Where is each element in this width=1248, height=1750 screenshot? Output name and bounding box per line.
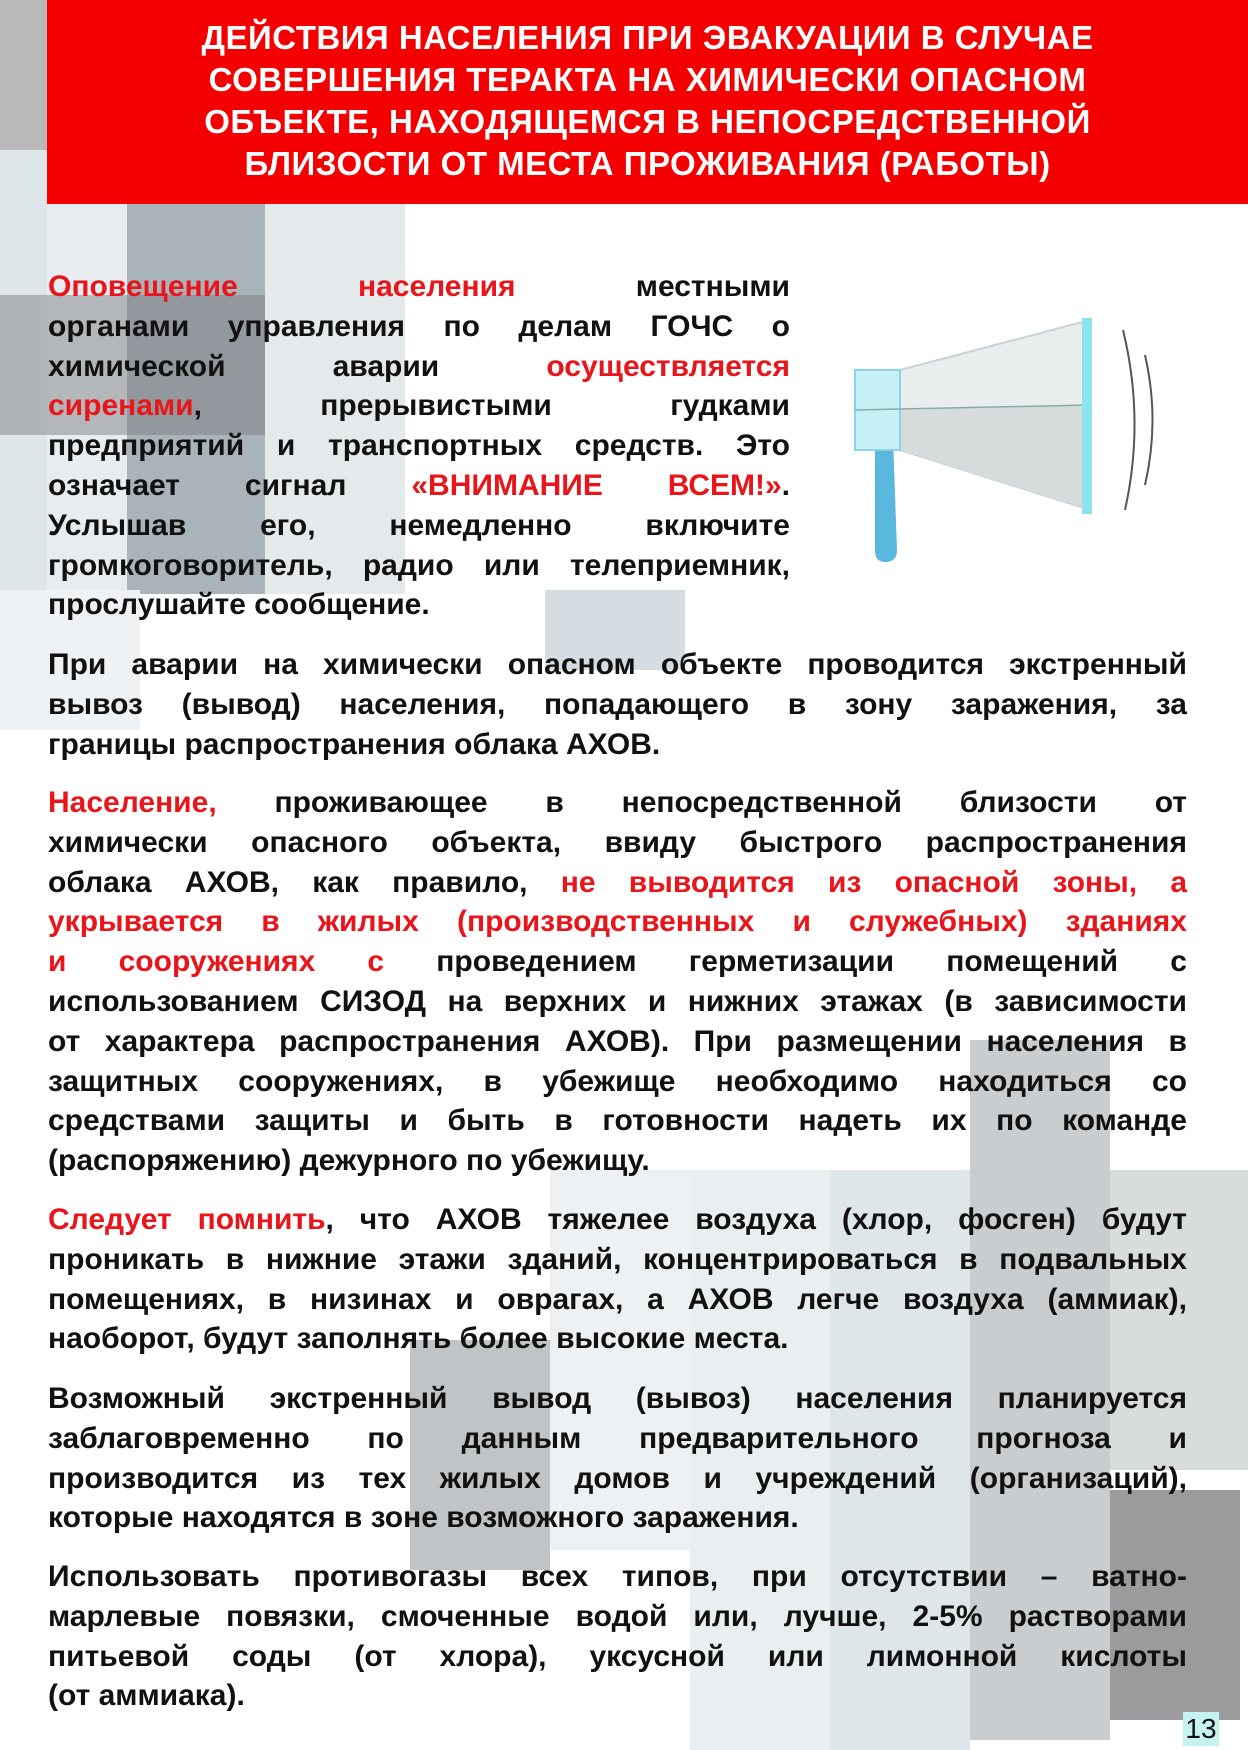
body-text: проникать в нижние этажи зданий, концентрироваться в подвальных bbox=[48, 1242, 1187, 1276]
background-tile bbox=[0, 0, 47, 150]
text-line bbox=[48, 1498, 1187, 1538]
text-line bbox=[48, 1101, 1187, 1141]
highlighted-text: «ВНИМАНИЕ ВСЕМ!» bbox=[411, 468, 782, 502]
body-text: Использовать противогазы всех типов, при отсутствии – ватно- bbox=[48, 1560, 1187, 1593]
text-line bbox=[48, 307, 790, 347]
highlighted-text: и сооружениях с bbox=[48, 945, 385, 979]
body-text: . bbox=[781, 468, 791, 502]
body-text: (от аммиака). bbox=[48, 1679, 245, 1713]
text-line bbox=[48, 1459, 1187, 1499]
body-text: заблаговременно по данным предварительного прогноза и bbox=[48, 1421, 1187, 1455]
body-text: При аварии на химически опасном объекте проводится экстренный bbox=[48, 648, 1187, 681]
title-banner bbox=[47, 0, 1248, 204]
title-line: ОБЪЕКТЕ, НАХОДЯЩЕМСЯ В НЕПОСРЕДСТВЕННОЙ bbox=[204, 103, 1091, 140]
title-line: БЛИЗОСТИ ОТ МЕСТА ПРОЖИВАНИЯ (РАБОТЫ) bbox=[244, 145, 1051, 182]
highlighted-text: сиренами bbox=[48, 389, 194, 423]
body-text: означает сигнал bbox=[48, 468, 412, 502]
text-line bbox=[48, 863, 1187, 903]
body-text: Возможный экстренный вывод (вывоз) населения планируется bbox=[48, 1382, 1187, 1415]
page-number: 13 bbox=[1183, 1712, 1219, 1746]
body-text: местными bbox=[515, 270, 790, 303]
text-line bbox=[48, 426, 790, 466]
paragraph-planned-evacuation bbox=[48, 1379, 1187, 1538]
body-text: производится из тех жилых домов и учреждений (организаций), bbox=[48, 1461, 1187, 1495]
text-line bbox=[48, 267, 790, 307]
paragraph-remember bbox=[48, 1200, 1187, 1359]
highlighted-text: Население, bbox=[48, 786, 217, 819]
paragraph-evacuation bbox=[48, 645, 1187, 764]
text-line bbox=[48, 1557, 1187, 1597]
body-text: границы распространения облака АХОВ. bbox=[48, 727, 661, 761]
text-line bbox=[48, 1319, 1187, 1359]
body-text: использованием СИЗОД на верхних и нижних этажах (в зависимости bbox=[48, 984, 1187, 1018]
text-line bbox=[48, 1062, 1187, 1102]
text-line bbox=[48, 1597, 1187, 1637]
text-line bbox=[48, 386, 790, 426]
text-line bbox=[48, 1676, 1187, 1716]
highlighted-text: укрывается в жилых (производственных и служебных) зданиях bbox=[48, 905, 1187, 939]
text-line bbox=[48, 823, 1187, 863]
body-text: , что АХОВ тяжелее воздуха (хлор, фосген) будут bbox=[325, 1203, 1187, 1236]
body-text: химически опасного объекта, ввиду быстрого распространения bbox=[48, 825, 1187, 859]
body-text: проведением герметизации помещений с bbox=[384, 945, 1187, 979]
body-text: громкоговоритель, радио или телеприемник, bbox=[48, 548, 790, 582]
body-text: которые находятся в зоне возможного заражения. bbox=[48, 1501, 799, 1535]
text-line bbox=[48, 546, 790, 586]
body-text: помещениях, в низинах и оврагах, а АХОВ легче воздуха (аммиак), bbox=[48, 1282, 1187, 1316]
text-line bbox=[48, 585, 790, 625]
highlighted-text: не выводится из опасной зоны, а bbox=[560, 865, 1187, 899]
text-line bbox=[48, 1141, 1187, 1181]
text-line bbox=[48, 783, 1187, 823]
text-line bbox=[48, 685, 1187, 725]
body-text: наоборот, будут заполнять более высокие места. bbox=[48, 1322, 789, 1356]
text-line bbox=[48, 1240, 1187, 1280]
body-text: облака АХОВ, как правило, bbox=[48, 865, 561, 899]
body-text: средствами защиты и быть в готовности надеть их по команде bbox=[48, 1104, 1187, 1138]
text-line bbox=[48, 1379, 1187, 1419]
body-text: , прерывистыми гудками bbox=[193, 389, 790, 423]
title-line: ДЕЙСТВИЯ НАСЕЛЕНИЯ ПРИ ЭВАКУАЦИИ В СЛУЧАЕ bbox=[201, 19, 1094, 56]
text-line bbox=[48, 902, 1187, 942]
text-line bbox=[48, 942, 1187, 982]
body-text: предприятий и транспортных средств. Это bbox=[48, 429, 790, 463]
text-line bbox=[48, 347, 790, 387]
highlighted-text: осуществляется bbox=[546, 349, 790, 383]
paragraph-sheltering bbox=[48, 783, 1187, 1181]
text-line bbox=[48, 506, 790, 546]
title-line: СОВЕРШЕНИЯ ТЕРАКТА НА ХИМИЧЕСКИ ОПАСНОМ bbox=[208, 61, 1087, 98]
text-line bbox=[48, 1280, 1187, 1320]
text-line bbox=[48, 725, 1187, 765]
body-text: (распоряжению) дежурного по убежищу. bbox=[48, 1144, 650, 1178]
text-line bbox=[48, 1419, 1187, 1459]
text-line bbox=[48, 466, 790, 506]
body-text: питьевой соды (от хлора), уксусной или лимонной кислоты bbox=[48, 1639, 1187, 1673]
text-line bbox=[48, 982, 1187, 1022]
text-line bbox=[48, 1637, 1187, 1677]
text-line bbox=[48, 645, 1187, 685]
body-text: химической аварии bbox=[48, 349, 547, 383]
body-text: органами управления по делам ГОЧС о bbox=[48, 309, 790, 343]
highlighted-text: Оповещение населения bbox=[48, 270, 516, 303]
body-text: марлевые повязки, смоченные водой или, лучше, 2-5% растворами bbox=[48, 1599, 1187, 1633]
highlighted-text: Следует помнить bbox=[48, 1203, 326, 1236]
body-text: от характера распространения АХОВ). При размещении населения в bbox=[48, 1024, 1187, 1058]
text-line bbox=[48, 1200, 1187, 1240]
text-line bbox=[48, 1022, 1187, 1062]
paragraph-notification bbox=[48, 267, 790, 625]
megaphone-icon bbox=[845, 310, 1185, 570]
body-text: Услышав его, немедленно включите bbox=[48, 508, 790, 542]
body-text: вывоз (вывод) населения, попадающего в зону заражения, за bbox=[48, 687, 1187, 721]
body-text: проживающее в непосредственной близости от bbox=[216, 786, 1187, 819]
body-text: защитных сооружениях, в убежище необходимо находиться со bbox=[48, 1064, 1187, 1098]
paragraph-protection bbox=[48, 1557, 1187, 1716]
body-text: прослушайте сообщение. bbox=[48, 588, 430, 622]
